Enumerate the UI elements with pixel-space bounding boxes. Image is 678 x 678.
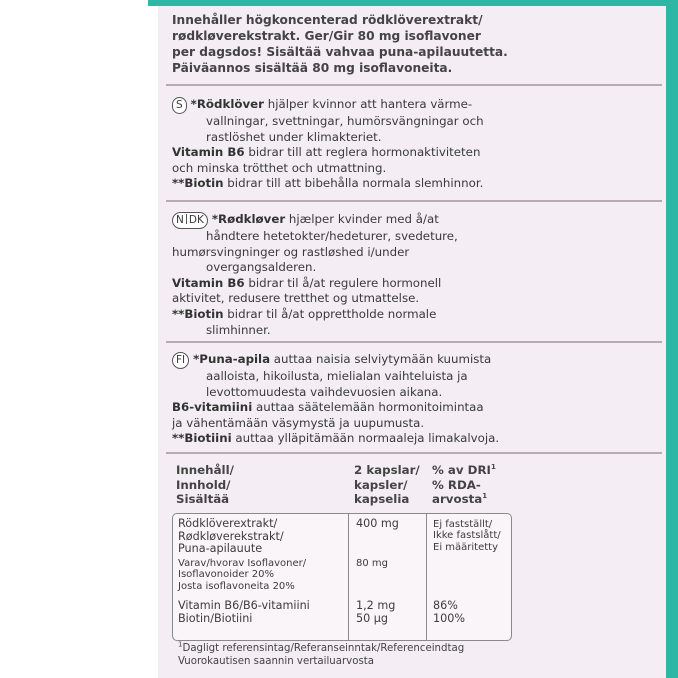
table-cell-name: Varav/hvorav Isoflavoner/ Isoflavonoider 20% Josta isoflavoneita 20% — [178, 558, 307, 592]
header-dri: % av DRI$^1$ % RDA- arvosta$^1$ — [432, 463, 496, 506]
section-heading: Vitamin B6 — [172, 275, 245, 290]
table-cell-name: Rödklöverextrakt/ Rødkløverekstrakt/ Puna-apilauute — [178, 517, 284, 556]
table-cell-amount: 400 mg — [356, 517, 399, 530]
teal-stripe-right — [666, 0, 678, 678]
section-heading: B6-vitamiini — [172, 400, 253, 415]
section-finnish — [172, 352, 656, 447]
body-text: auttaa naisia selviytymään kuumista — [270, 352, 492, 366]
divider — [166, 341, 662, 343]
header-contents: Innehåll/ Innhold/ Sisältää — [176, 463, 234, 506]
table-cell-name: Biotin/Biotiini — [178, 612, 253, 625]
divider — [166, 84, 662, 86]
body-text: bidrar till att reglera hormonaktiviteten — [244, 145, 481, 160]
body-text: aktivitet, redusere tretthet og utmattelse. — [172, 291, 420, 306]
body-text: slimhinner. — [206, 322, 271, 337]
section-heading: **Biotiini — [172, 431, 232, 446]
intro-line: Päiväannos sisältää 80 mg isoflavoneita. — [172, 61, 453, 75]
body-text: auttaa säätelemään hormonitoimintaa — [252, 400, 484, 415]
section-heading: Vitamin B6 — [172, 145, 245, 160]
section-swedish — [172, 97, 656, 192]
table-column-divider — [426, 513, 427, 640]
language-badge-fi: FI — [172, 352, 189, 369]
body-text: hjälper kvinnor att hantera värme- — [263, 97, 473, 111]
body-text: rastlöshet under klimakteriet. — [206, 129, 382, 144]
section-heading: *Rødkløver — [211, 212, 286, 226]
divider — [166, 200, 662, 202]
body-text: hjælper kvinder med å/at — [285, 212, 439, 226]
body-text: ja vähentämään väsymystä ja uupumusta. — [172, 415, 425, 430]
body-text: och minska trötthet och utmattning. — [172, 160, 387, 175]
section-norwegian-danish — [172, 212, 656, 338]
body-text: humørsvingninger og rastløshed i/under — [172, 244, 410, 259]
section-heading: *Rödklöver — [190, 97, 264, 111]
body-text: overgangsalderen. — [206, 260, 317, 275]
table-cell-name: Vitamin B6/B6-vitamiini — [178, 599, 310, 612]
table-cell-amount: 50 µg — [356, 612, 389, 625]
divider — [166, 452, 662, 454]
intro-line: Innehåller högkoncenterad rödklöverextrakt/ — [172, 13, 483, 27]
table-cell-amount: 80 mg — [356, 558, 388, 569]
section-heading: **Biotin — [172, 306, 224, 321]
language-badge-no-dk: N DK — [172, 212, 208, 229]
table-cell-dri: Ej fastställt/ Ikke fastslått/ Ei määritetty — [433, 519, 501, 553]
table-column-divider — [348, 513, 349, 640]
body-text: aalloista, hikoilusta, mielialan vaihteluista ja — [206, 369, 468, 383]
body-text: håndtere hetetokter/hedeturer, svedeture, — [206, 229, 458, 243]
body-text: bidrar til å/at regulere hormonell — [244, 275, 442, 290]
language-badge-se: S — [172, 97, 187, 114]
intro-line: rødkløverekstrakt. Ger/Gir 80 mg isoflavoner — [172, 29, 481, 43]
table-cell-dri: 86% — [433, 599, 458, 612]
header-amount: 2 kapslar/ kapsler/ kapselia — [354, 463, 420, 506]
body-text: bidrar til å/at opprettholde normale — [223, 306, 437, 321]
body-text: auttaa ylläpitämään normaaleja limakalvoja. — [231, 431, 500, 446]
table-cell-dri: 100% — [433, 612, 465, 625]
table-cell-amount: 1,2 mg — [356, 599, 396, 612]
intro-text — [172, 12, 656, 76]
section-heading: *Puna-apila — [193, 352, 271, 366]
body-text: levottomuudesta vaihdevuosien aikana. — [206, 384, 443, 399]
footnote: $^1$Dagligt referensintag/Referanseinntak/Referenceindtag Vuorokautisen saannin vertailuarvosta — [178, 640, 465, 667]
teal-stripe-top — [148, 0, 678, 6]
section-heading: **Biotin — [172, 176, 224, 191]
intro-line: per dagsdos! Sisältää vahvaa puna-apilauutetta. — [172, 45, 508, 59]
body-text: bidrar till att bibehålla normala slemhinnor. — [223, 176, 484, 191]
body-text: vallningar, svettningar, humörsvängningar och — [206, 114, 484, 128]
